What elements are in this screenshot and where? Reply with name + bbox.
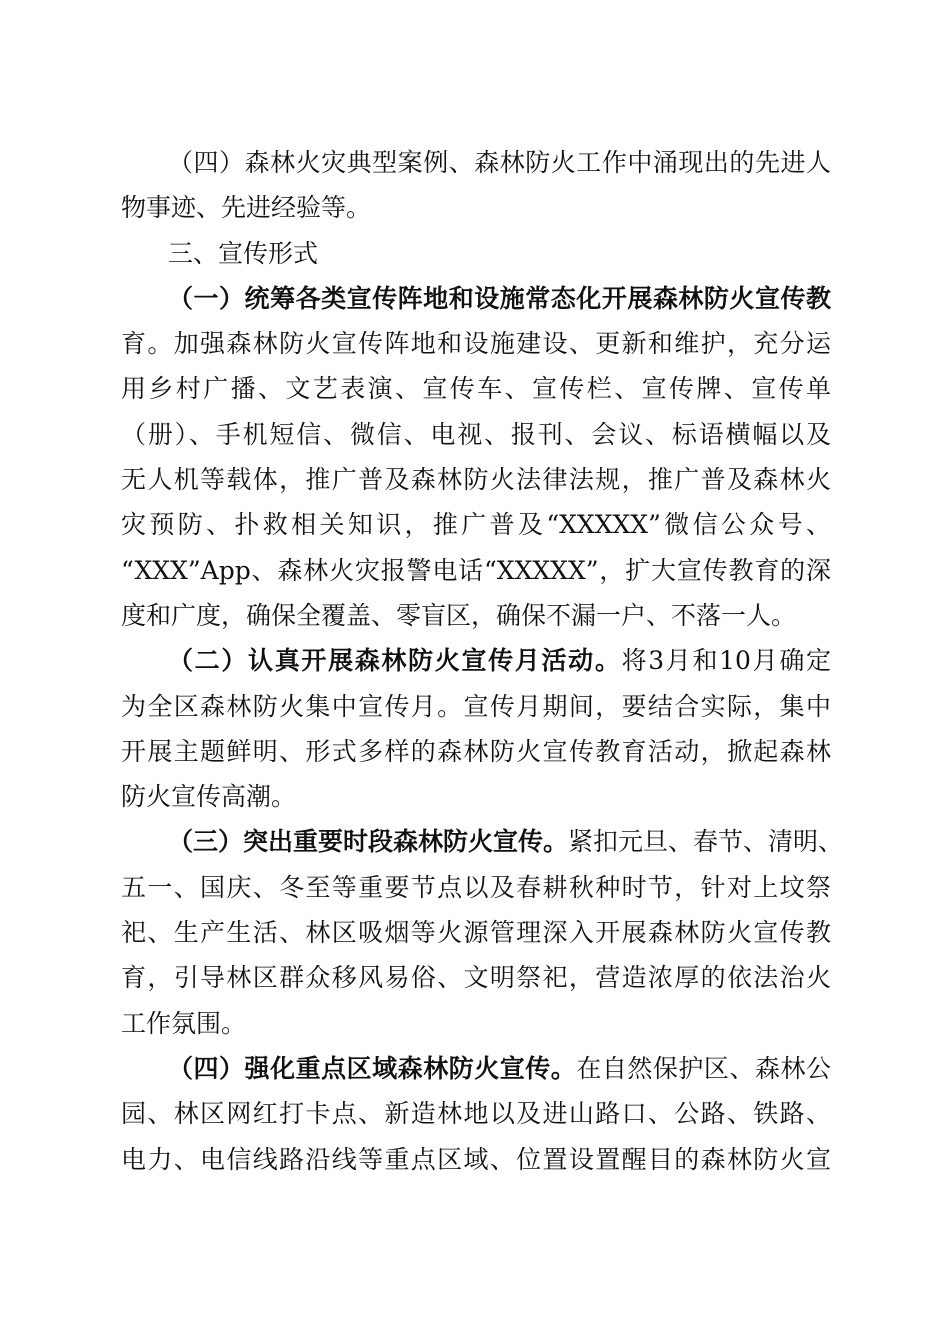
text-line: 育。加强森林防火宣传阵地和设施建设、更新和维护，充分运 <box>121 329 831 359</box>
text-line: 无人机等载体，推广普及森林防火法律法规，推广普及森林火 <box>121 465 831 495</box>
text-line-lead <box>121 638 831 683</box>
text-line: 育，引导林区群众移风易俗、文明祭祀，营造浓厚的依法治火 <box>121 963 831 993</box>
paragraph-typical-cases <box>121 140 831 231</box>
text-line: 灾预防、扑救相关知识，推广普及“XXXXX”微信公众号、 <box>121 510 831 540</box>
paragraph-lead-bold: （一）统筹各类宣传阵地和设施常态化开展森林防火宣传教 <box>168 283 831 313</box>
paragraph-lead-bold: （二）认真开展森林防火宣传月活动。 <box>168 646 622 676</box>
text-line: 度和广度，确保全覆盖、零盲区，确保不漏一户、不落一人。 <box>121 600 797 630</box>
paragraph-lead-text: 将3月和10月确定 <box>621 646 831 676</box>
text-line: 物事迹、先进经验等。 <box>121 193 372 223</box>
text-line: 用乡村广播、文艺表演、宣传车、宣传栏、宣传牌、宣传单 <box>121 374 831 404</box>
paragraph-lead-text: 紧扣元旦、春节、清明、 <box>568 827 844 857</box>
text-line: 为全区森林防火集中宣传月。宣传月期间，要结合实际，集中 <box>121 691 831 721</box>
paragraph-key-periods <box>121 819 844 1045</box>
text-line-lead <box>121 819 844 864</box>
text-line: （册）、手机短信、微信、电视、报刊、会议、标语横幅以及 <box>121 419 831 449</box>
text-line-lead <box>121 1046 831 1091</box>
text-line: 防火宣传高潮。 <box>121 782 297 812</box>
text-line: 祀、生产生活、林区吸烟等火源管理深入开展森林防火宣传教 <box>121 918 831 948</box>
paragraph-publicity-month <box>121 638 831 819</box>
text-line: 园、林区网红打卡点、新造林地以及进山路口、公路、铁路、 <box>121 1099 831 1129</box>
paragraph-lead-text: 在自然保护区、森林公 <box>576 1053 831 1083</box>
paragraph-lead-bold: （三）突出重要时段森林防火宣传。 <box>168 827 569 857</box>
document-body <box>121 140 844 1182</box>
text-line: 开展主题鲜明、形式多样的森林防火宣传教育活动，掀起森林 <box>121 736 831 766</box>
text-line: 工作氛围。 <box>121 1008 247 1038</box>
text-line: 电力、电信线路沿线等重点区域、位置设置醒目的森林防火宣 <box>121 1144 831 1174</box>
text-line: （四）森林火灾典型案例、森林防火工作中涌现出的先进人 <box>168 148 831 177</box>
paragraph-publicity-channels <box>121 276 831 638</box>
text-line: “XXX”App、森林火灾报警电话“XXXXX”，扩大宣传教育的深 <box>121 555 831 585</box>
text-line: 五一、国庆、冬至等重要节点以及春耕秋种时节，针对上坟祭 <box>121 872 831 902</box>
paragraph-lead-bold: （四）强化重点区域森林防火宣传。 <box>168 1053 577 1083</box>
section-heading: 三、宣传形式 <box>168 238 319 268</box>
paragraph-key-areas <box>121 1046 831 1182</box>
